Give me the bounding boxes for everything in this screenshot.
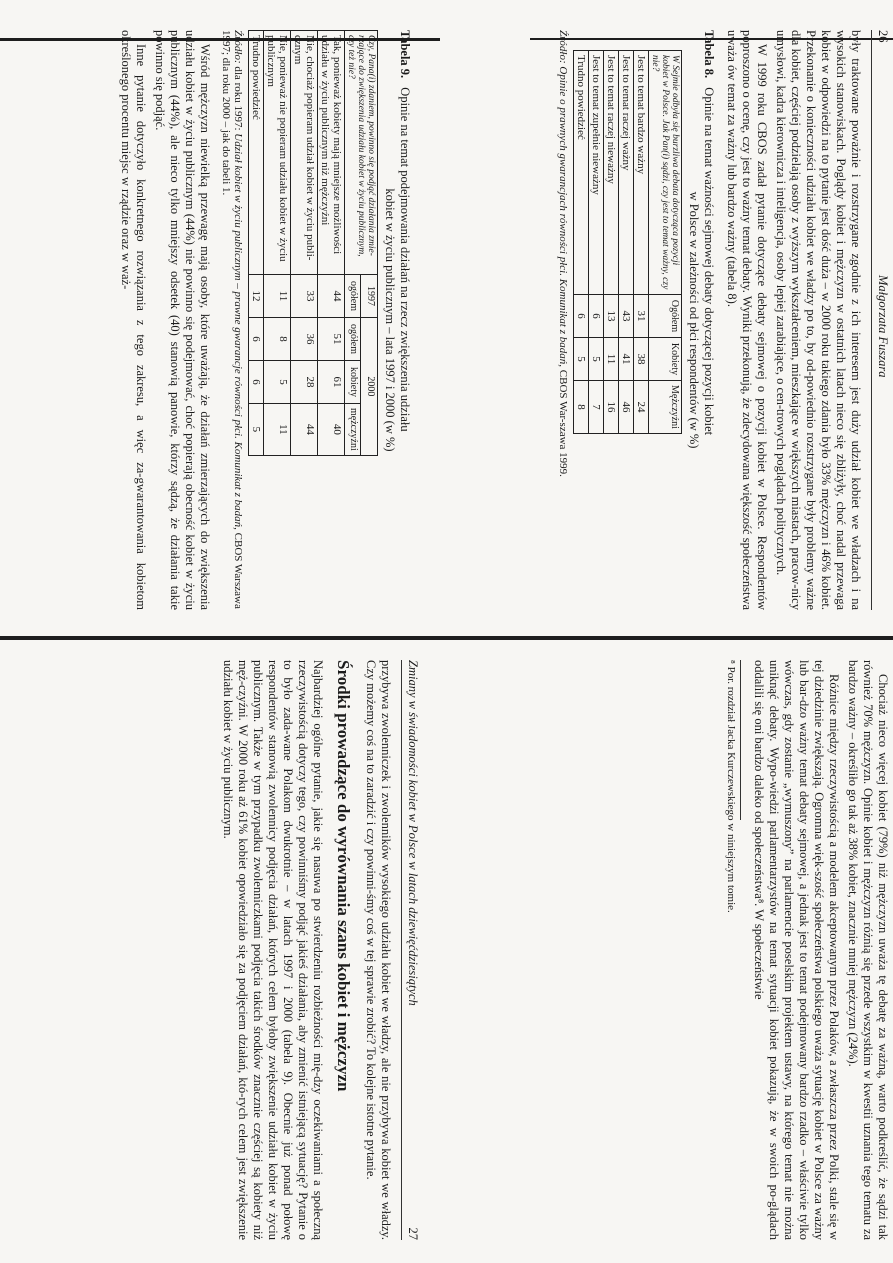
page-27: [0, 0, 420, 1263]
page-26-content: [490, 30, 890, 610]
paragraph: Najbardziej ogólne pytanie, jakie się nasuwa po stwierdzeniu rozbieżności mię-dzy oczekiwaniami a społeczną rzeczywistością dotyczy tego, czy powinniśmy podjąć jakieś działania, aby zmienić istniejącą sytuację? Pytanie o to było zada-wane Polakom dwukrotnie – w latach 1997 i 2000 (tabela 9). Obecnie już ponad połowę respondentów stanowią zwolennicy podjęcia działań, których celem byłoby zwiększenie udziału kobiet w życiu publicznym. Także w tym przypadku zwolenniczkami podjęcia takich środków znacznie częściej są kobiety niż męż-czyźni. W 2000 roku aż 61% kobiet opowiedziało się za podjęciem działań, któ-rych celem jest zwiększenie udziału kobiet w życiu publicznym.: [221, 660, 325, 1240]
page-26-content-cont: [490, 660, 890, 1240]
col-header: Ogółem: [649, 295, 682, 338]
table-8-source: Źródło: Opinie o prawnych gwarancjach równości płci. Komunikat z badań, CBOS War-szawa 1999.: [557, 30, 569, 477]
paragraph: Chociaż nieco więcej kobiet (79%) niż mężczyzn uważa tę debatę za ważną, warto podkreślić, że sądzi tak również 70% mężczyzn. Opinie kobiet i mężczyzn różnią się przede wszystkim w kwestii uznania tego tematu za bardzo ważny – określiło go tak aż 38% kobiet, znacznie mniej mężczyzn (24%).: [846, 660, 890, 1240]
table-row: Tak, ponieważ kobiety mają mniejsze możliwości udziału w życiu publicznym niż mężczyźni 44 51 61 40: [318, 31, 345, 456]
table-9-caption: Tabela 9. Opinie na temat podejmowania działań na rzecz zwiększenia udziału kobiet w życiu publicznym – lata 1997 i 2000 (w %): [383, 30, 412, 452]
col-header: ogółem: [345, 275, 362, 318]
table-9-source: Źródło: dla roku 1997: Udział kobiet w życiu publicznym – prawne gwarancje równości płci. Komunikat z badań, CBOS Warszawa 1997; dla roku 2000 – jak do tabeli 1.: [220, 30, 244, 609]
col-header: mężczyźni: [345, 404, 362, 456]
table-label: Tabela 8.: [702, 30, 716, 79]
year-header: 2000: [361, 318, 378, 456]
footnote: ⁸ Por. rozdział Jacka Kurczewskiego w niniejszym tomie.: [725, 660, 741, 820]
paragraph: były traktowane poważnie i rozstrzygane zgodnie z ich interesem jest duży udział kobiet we władzach i na wysokich stanowiskach. Poglądy kobiet i mężczyzn w ostatnich latach nieco się zbliżyły, choć nadal przewaga kobiet w odpowiedzi na to pytanie jest dość duża – w 2000 roku takiego zdania było 33% mężczyzn i 46% kobiet. Przekonanie o konieczności udziału kobiet we władzy po to, by od-powiednio rozstrzygane były problemy ważne dla kobiet, częściej podzielają osoby z wyższym wykształceniem, mieszkające w większych miastach, pracow-nicy umysłowi, kadra kierownicza i inteligencja, osoby lepiej zarabiające, o cen-trowych poglądach politycznych.: [774, 30, 863, 610]
paragraph: Inne pytanie dotyczyło konkretnego rozwiązania z tego zakresu, a więc za-gwarantowania kobietom określonego procentu miejsc w rządzie oraz w waż-: [119, 30, 148, 610]
running-head-26: [871, 30, 890, 610]
page-26: [470, 0, 890, 1263]
paragraph: Wśród mężczyzn niewielką przewagę mają osoby, które uważają, że działań zmierzających do zwiększenia udziału kobiet w życiu publicznym (44%) nie powinno się podejmować, choć popierają obecność kobiet w życiu publicznym (44%), ale nieco tylko mniejszy odsetek (40) stanowią panowie, którzy sądzą, że działania takie powinno się podjąć.: [153, 30, 212, 610]
page-number: 26: [876, 30, 890, 43]
col-header: kobiety: [345, 361, 362, 404]
table-row: Nie, chociaż popieram udział kobiet w życiu publi-cznym 33 36 28 44: [291, 31, 318, 456]
paragraph: przybywa zwolenniczek i zwolenników wysokiego udziału kobiet we władzy, ale nie przybywa kobiet we władzy. Czy możemy coś na to zaradzić i czy powinni-śmy coś w tej sprawie zrobić? To kolejne istotne pytanie.: [364, 660, 393, 1240]
table-row: Trudno powiedzieć 12 6 6 5: [249, 31, 264, 456]
table-9: [248, 30, 378, 456]
table-question: Czy, Pana(i) zdaniem, powinno się podjąć działania zmie-rzające do zwiększenia udziału kobiet w życiu publicznym, czy też nie?: [345, 31, 378, 275]
paragraph: Różnice między rzeczywistością a modelem akceptowanym przez Polaków, a zwłaszcza przez Polki, stale się w tej dziedzinie zwiększają. Ogromna więk-szość społeczeństwa polskiego uważa sytuację kobiet w Polsce za ważny lub bar-dzo ważny temat debaty sejmowej, a jednak jest to temat podejmowany bardzo rzadko – właściwie tylko wówczas, gdy zostanie „wymuszony” na parlamencie poselskim projektem ustawy, na którego temat nie można uniknąć debaty. Wypo-wiedzi parlamentarzystów na temat sytuacji kobiet pokazują, że w swoich po-glądach oddalili się oni bardzo daleko od społeczeństwa⁸. W społeczeństwie: [752, 660, 841, 1240]
table-row: Jest to temat raczej ważny 43 41 46: [619, 51, 634, 434]
col-header: Kobiety: [649, 338, 682, 381]
year-header: 1997: [361, 275, 378, 318]
running-head-27: [401, 660, 420, 1240]
running-head-title: Zmiany w świadomości kobiet w Polsce w latach dziewięćdziesiątych: [406, 660, 420, 1006]
page-number: 27: [406, 1227, 420, 1240]
table-8: [573, 50, 682, 434]
table-row: Jest to temat raczej nieważny 13 11 16: [604, 51, 619, 434]
page-27-content: [20, 660, 420, 1240]
table-question: W Sejmie odbyła się burzliwa debata dotycząca pozycji kobiet w Polsce. Jak Pan(i) sądzi, czy jest to temat ważny, czy nie?: [649, 51, 682, 295]
col-header: ogółem: [345, 318, 362, 361]
table-8-caption: Tabela 8. Opinie na temat ważności sejmowej debaty dotyczącej pozycji kobiet w Polsce w zależności od płci respondentów (w %): [687, 30, 716, 449]
table-row: Jest to temat zupełnie nieważny 6 5 7: [589, 51, 604, 434]
table-row: Trudno powiedzieć 6 5 8: [574, 51, 589, 434]
table-row: Jest to temat bardzo ważny 31 38 24: [634, 51, 649, 434]
running-head-author: Małgorzata Fuszara: [876, 275, 890, 378]
table-label: Tabela 9.: [398, 30, 412, 79]
col-header: Mężczyźni: [649, 381, 682, 434]
table-row: Nie, ponieważ nie popieram udziału kobiet w życiu publicznym 11 8 5 11: [264, 31, 291, 456]
section-heading: Środki prowadzące do wyrównania szans kobiet i mężczyzn: [334, 660, 353, 1092]
paragraph: W 1999 roku CBOS zadał pytanie dotyczące debaty sejmowej o pozycji kobiet w Polsce. Respondentów poproszono o ocenę, czy jest to ważny temat debaty. Wyniki przekonują, że zdecydowana większość społeczeństwa uważa ów temat za ważny lub bardzo ważny (tabela 8).: [725, 30, 769, 610]
page-27-content-cont: [20, 30, 420, 610]
